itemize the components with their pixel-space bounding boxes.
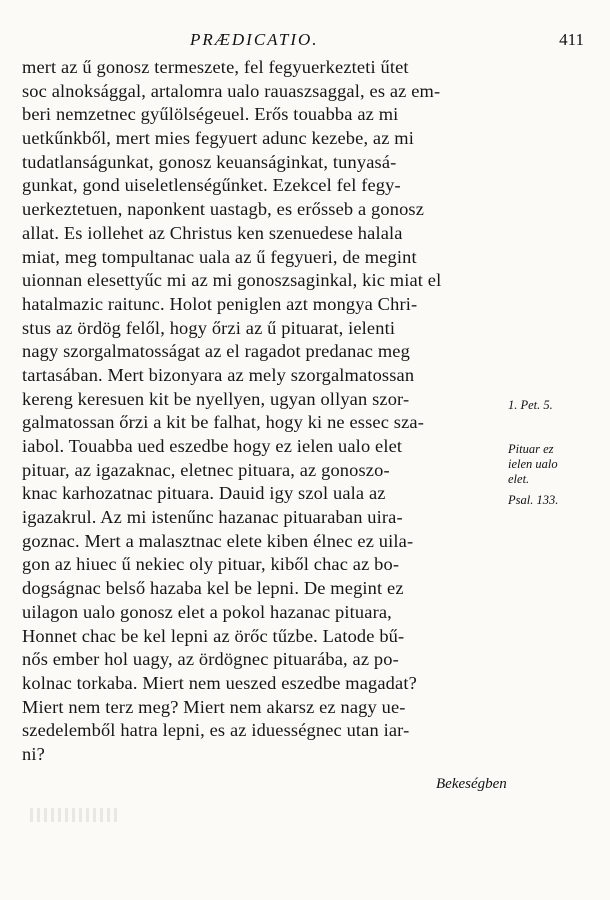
text-line: uilagon ualo gonosz elet a pokol hazanac pituara, — [22, 601, 392, 622]
body-text — [22, 56, 508, 767]
text-line: ni? — [22, 743, 45, 764]
text-line: hatalmazic raitunc. Holot peniglen azt mongya Chri- — [22, 293, 418, 314]
text-line: kolnac torkaba. Miert nem ueszed eszedbe magadat? — [22, 672, 417, 693]
page-number: 411 — [559, 30, 584, 49]
text-line: allat. Es iollehet az Christus ken szenuedese halala — [22, 222, 403, 243]
text-line: dogságnac belső hazaba kel be lepni. De megint ez — [22, 578, 404, 599]
text-line: igazakrul. Az mi istenűnc hazanac pituaraban uira- — [22, 507, 403, 528]
text-line: goznac. Mert a malasztnac elete kiben élnec ez uila- — [22, 530, 414, 551]
text-line: uerkeztetuen, naponkent uastagb, es erősseb a gonosz — [22, 199, 425, 220]
text-line: gunkat, gond uiseletlenségűnket. Ezekcel fel fegy- — [22, 175, 401, 196]
margin-note: elet. — [508, 472, 530, 486]
text-line: miat, meg tompultanac uala az ű fegyueri, de megint — [22, 246, 417, 267]
text-line: tudatlanságunkat, gonosz keuanságinkat, tunyasá- — [22, 151, 397, 172]
text-line: pituar, az igazaknac, eletnec pituara, az gonoszo- — [22, 459, 390, 480]
text-line: nős ember hol uagy, az ördögnec pituarába, az po- — [22, 649, 399, 670]
text-line: knac karhozatnac pituara. Dauid igy szol uala az — [22, 483, 386, 504]
running-head: PRÆDICATIO. — [190, 30, 319, 49]
text-line: stus az ördög felől, hogy őrzi az ű pituarat, ielenti — [22, 317, 396, 338]
text-line: iabol. Touabba ued eszedbe hogy ez ielen ualo elet — [22, 436, 403, 456]
catchword: Bekeségben — [436, 776, 507, 792]
margin-note-citation: 1. Pet. 5. — [508, 398, 553, 412]
text-line: gon az hiuec ű nekiec oly pituar, kiből chac az bo- — [22, 554, 400, 575]
text-line: Miert nem terz meg? Miert nem akarsz ez nagy ue- — [22, 696, 406, 717]
text-line: kereng keresuen kit be nyellyen, ugyan ollyan szor- — [22, 388, 410, 409]
text-line: nagy szorgalmatosságat az el ragadot predanac meg — [22, 341, 410, 362]
ink-bleed-through — [30, 808, 120, 822]
text-line: uetkűnkből, mert mies fegyuert adunc kezebe, az mi — [22, 128, 415, 149]
text-line: soc alnoksággal, artalomra ualo rauaszsaggal, es az em- — [22, 80, 441, 101]
text-line: beri nemzetnec gyűlölségeuel. Erős touabba az mi — [22, 104, 399, 125]
text-line: szedelemből hatra lepni, es az iduességnec utan iar- — [22, 720, 410, 741]
text-line: galmatossan őrzi a kit be falhat, hogy ki ne essec sza- — [22, 412, 424, 433]
text-line: uionnan elesettyűc mi az mi gonoszsaginkal, kic miat el — [22, 270, 442, 291]
text-line: mert az ű gonosz termeszete, fel fegyuerkezteti űtet — [22, 57, 409, 77]
margin-note: Pituar ez — [508, 442, 554, 456]
text-line: Honnet chac be kel lepni az örőc tűzbe. Latode bű- — [22, 625, 405, 646]
margin-note: ielen ualo — [508, 457, 558, 471]
text-line: tartasában. Mert bizonyara az mely szorgalmatossan — [22, 364, 415, 385]
margin-note-citation: Psal. 133. — [508, 493, 559, 507]
